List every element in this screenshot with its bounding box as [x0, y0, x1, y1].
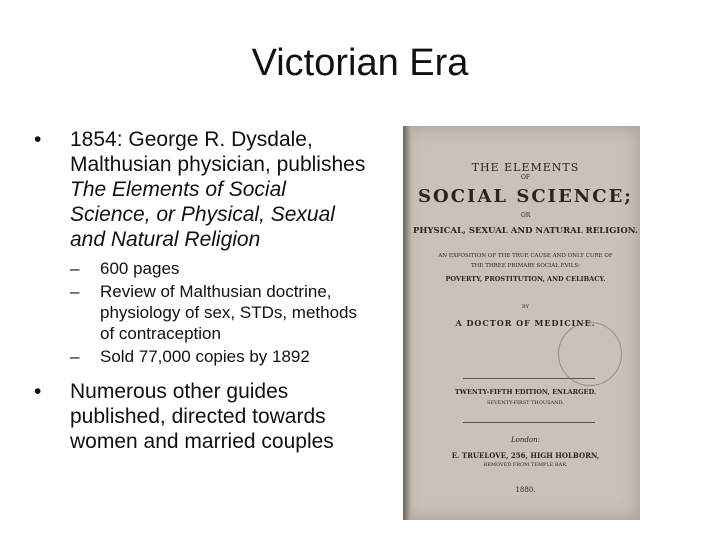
dash-icon: – [70, 347, 80, 366]
sub-bullet-item [28, 258, 368, 279]
cover-line: SEVENTY-FIRST THOUSAND. [487, 400, 564, 406]
bullet-list [28, 127, 368, 454]
cover-line: OF [520, 174, 531, 181]
cover-line: THE ELEMENTS [471, 161, 580, 174]
bullet-2-text: Numerous other guides published, directed towards women and married couples [70, 380, 334, 453]
sub-bullet-item [28, 346, 368, 367]
slide-title: Victorian Era [251, 42, 469, 84]
book-title: The Elements of Social Science, or Physical, Sexual and Natural Religion [70, 178, 335, 251]
cover-edition: TWENTY-FIFTH EDITION, ENLARGED. [454, 388, 597, 396]
divider [463, 378, 595, 379]
library-stamp [558, 322, 622, 386]
cover-publisher: E. TRUELOVE, 256, HIGH HOLBORN, [451, 451, 600, 460]
cover-line: OR [520, 212, 531, 219]
sub-bullet-list [28, 258, 368, 367]
sub-bullet-text: Sold 77,000 copies by 1892 [100, 347, 310, 366]
bullet-dot-icon: • [34, 380, 42, 403]
cover-line: London: [511, 436, 540, 444]
cover-title: SOCIAL SCIENCE; [418, 186, 633, 207]
cover-line: BY [522, 304, 529, 310]
sub-bullet-item [28, 281, 368, 344]
cover-line: AN EXPOSITION OF THE TRUE CAUSE AND ONLY CURE OF [438, 253, 613, 259]
bullet-item-2 [28, 379, 368, 454]
book-cover-image [403, 126, 640, 520]
cover-line: REMOVED FROM TEMPLE BAR. [483, 462, 568, 468]
book-spine [403, 126, 411, 520]
cover-author: A DOCTOR OF MEDICINE. [455, 318, 596, 328]
cover-year: 1880. [515, 486, 536, 494]
dash-icon: – [70, 282, 80, 301]
divider [463, 422, 595, 423]
bullet-item-1 [28, 127, 368, 252]
bullet-1-prefix: 1854: George R. Dysdale, Malthusian physician, publishes [70, 128, 366, 176]
dash-icon: – [70, 259, 80, 278]
cover-line: POVERTY, PROSTITUTION, AND CELIBACY. [445, 275, 606, 283]
sub-bullet-text: Review of Malthusian doctrine, physiology of sex, STDs, methods of contraception [100, 282, 358, 343]
cover-line: THE THREE PRIMARY SOCIAL EVILS: [470, 263, 581, 269]
sub-bullet-text: 600 pages [100, 259, 180, 278]
cover-subtitle: PHYSICAL, SEXUAL AND NATURAL RELIGION. [412, 226, 638, 236]
bullet-dot-icon: • [34, 128, 42, 151]
